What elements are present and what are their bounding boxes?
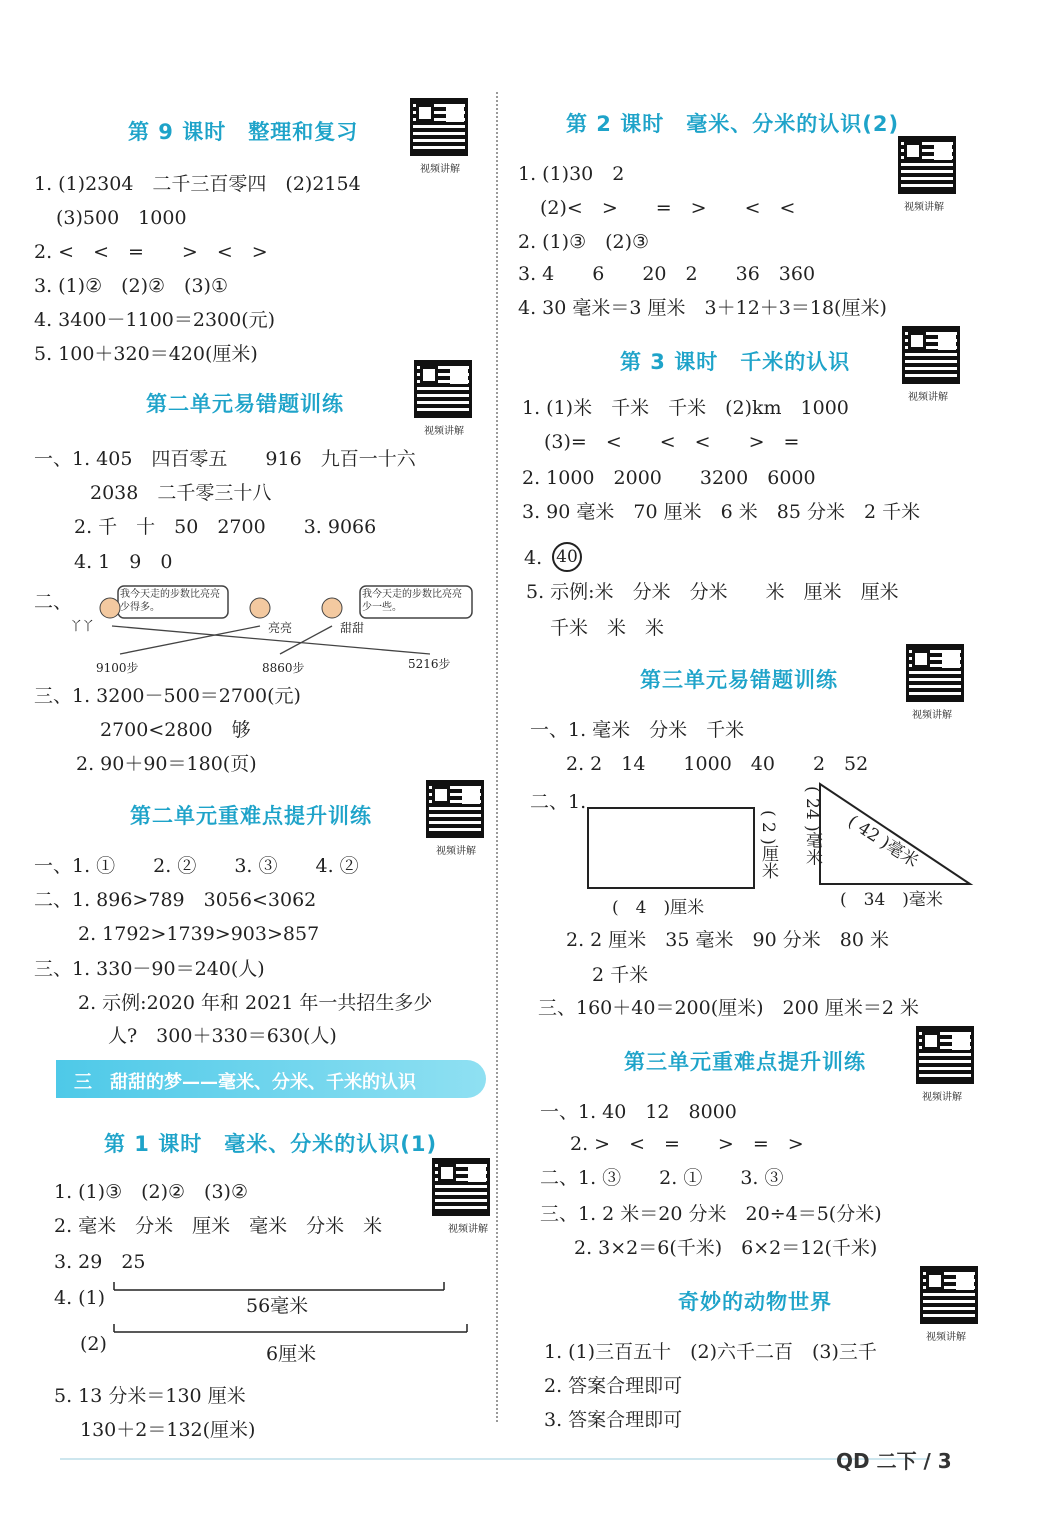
answer-line: 三、1. 330－90＝240(人) [34, 958, 265, 980]
answer-line: 4. 1 9 0 [74, 551, 173, 573]
triangle-side-label: ( 24 )毫米 [802, 786, 822, 866]
answer-line: 2. 答案合理即可 [544, 1375, 683, 1397]
answer-line: 一、1. ① 2. ② 3. ③ 4. ② [34, 855, 359, 877]
answer-line: 2 千米 [592, 964, 649, 986]
footer-rule [60, 1458, 930, 1460]
qr-label: 视频讲解 [922, 1092, 962, 1103]
kid-name: 亮亮 [268, 621, 293, 635]
triangle-base-label: ( 34 )毫米 [840, 890, 943, 910]
answer-line: (2)< > = > < < [540, 197, 796, 219]
answer-line: 1. (1)2304 二千三百零四 (2)2154 [34, 173, 361, 195]
qr-code-icon[interactable] [414, 360, 472, 418]
segment-6cm [112, 1322, 472, 1342]
step-count: 9100步 [96, 661, 139, 675]
answer-line: 2. 1792>1739>903>857 [78, 923, 320, 945]
lesson-9-title: 第 9 课时 整理和复习 [128, 120, 359, 144]
qr-label: 视频讲解 [908, 392, 948, 403]
qr-label: 视频讲解 [436, 846, 476, 857]
rect-height-label: ( 2 )厘米 [758, 810, 778, 879]
answer-line: 二、1. 896>789 3056<3062 [34, 889, 317, 911]
answer-line: 3. 90 毫米 70 厘米 6 米 85 分米 2 千米 [522, 501, 921, 523]
answer-line: 4. (1) [54, 1287, 106, 1309]
answer-line: 2. 毫米 分米 厘米 毫米 分米 米 [54, 1215, 383, 1237]
answer-line: 2038 二千零三十八 [90, 482, 272, 504]
answer-line: 三、160＋40＝200(厘米) 200 厘米＝2 米 [538, 997, 919, 1019]
unit3-key-title: 第三单元重难点提升训练 [624, 1050, 866, 1074]
rect-width-label: ( 4 )厘米 [612, 898, 705, 918]
circled-number: 40 [552, 542, 582, 572]
answer-line: 1. (1)米 千米 千米 (2)km 1000 [522, 397, 849, 419]
answer-line: 二、 [34, 591, 73, 613]
answer-line: 130＋2＝132(厘米) [80, 1419, 256, 1441]
speech-bubble: 我今天走的步数比亮亮少一些。 [362, 589, 462, 613]
qr-label: 视频讲解 [912, 710, 952, 721]
answer-line: 2. 2 厘米 35 毫米 90 分米 80 米 [566, 929, 889, 951]
unit3-error-title: 第三单元易错题训练 [640, 668, 838, 692]
qr-code-icon[interactable] [410, 98, 468, 156]
answer-line: 2. < < = > < > [34, 241, 268, 263]
unit3-banner [56, 1060, 486, 1098]
unit2-key-title: 第二单元重难点提升训练 [130, 804, 372, 828]
answer-line: 3. 答案合理即可 [544, 1409, 683, 1431]
answer-line: 一、1. 毫米 分米 千米 [530, 719, 745, 741]
qr-code-icon[interactable] [906, 644, 964, 702]
qr-code-icon[interactable] [920, 1266, 978, 1324]
answer-line: 2. 千 十 50 2700 3. 9066 [74, 516, 377, 538]
unit3-banner-text: 三 甜甜的梦——毫米、分米、千米的认识 [74, 1072, 416, 1093]
answer-line: 3. (1)② (2)② (3)① [34, 275, 229, 297]
segment-label: 56毫米 [246, 1295, 309, 1317]
answer-line: 5. 13 分米＝130 厘米 [54, 1385, 246, 1407]
circled-answer [552, 542, 582, 572]
answer-line: 2. 示例:2020 年和 2021 年一共招生多少 [78, 992, 433, 1014]
segment-label: 6厘米 [266, 1343, 317, 1365]
column-divider [496, 92, 498, 1422]
answer-line: 千米 米 米 [550, 617, 665, 639]
lesson-3-title: 第 3 课时 千米的认识 [620, 350, 851, 374]
answer-line: 1. (1)三百五十 (2)六千二百 (3)三千 [544, 1341, 877, 1363]
answer-line: 3. 29 25 [54, 1251, 146, 1273]
answer-line: (3)= < < < > = [544, 431, 800, 453]
answer-line: 1. (1)30 2 [518, 163, 625, 185]
answer-line: 2. (1)③ (2)③ [518, 231, 650, 253]
answer-line: 三、1. 3200－500＝2700(元) [34, 685, 301, 707]
answer-line: 1. (1)③ (2)② (3)② [54, 1181, 249, 1203]
qr-label: 视频讲解 [448, 1224, 488, 1235]
answer-line: 2. 90＋90＝180(页) [76, 753, 257, 775]
answer-line: 三、1. 2 米＝20 分米 20÷4＝5(分米) [540, 1203, 882, 1225]
qr-label: 视频讲解 [926, 1332, 966, 1343]
answer-line: 4. 30 毫米＝3 厘米 3＋12＋3＝18(厘米) [518, 297, 887, 319]
triangle-hypotenuse-label: ( 42 )毫米 [844, 811, 922, 872]
answer-line: 2. 1000 2000 3200 6000 [522, 467, 816, 489]
answer-line: 人? 300＋330＝630(人) [108, 1025, 337, 1047]
answer-line: 4. 3400－1100＝2300(元) [34, 309, 276, 331]
step-count: 8860步 [262, 661, 305, 675]
qr-code-icon[interactable] [432, 1158, 490, 1216]
kid-name: 甜甜 [340, 621, 365, 635]
speech-bubble: 我今天走的步数比亮亮少得多。 [120, 589, 220, 613]
answer-line: 4. [524, 547, 543, 569]
answer-line: 2. 2 14 1000 40 2 52 [566, 753, 869, 775]
qr-code-icon[interactable] [916, 1026, 974, 1084]
lesson-1-title: 第 1 课时 毫米、分米的认识(1) [104, 1132, 438, 1156]
answer-line: 一、1. 40 12 8000 [540, 1101, 737, 1123]
qr-label: 视频讲解 [904, 202, 944, 213]
unit2-error-title: 第二单元易错题训练 [146, 392, 344, 416]
lesson-2-title: 第 2 课时 毫米、分米的认识(2) [566, 112, 900, 136]
kid-name: 丫丫 [70, 619, 95, 633]
step-count: 5216步 [408, 657, 451, 671]
answer-line: 2700<2800 够 [100, 719, 251, 741]
answer-line: 一、1. 405 四百零五 916 九百一十六 [34, 448, 416, 470]
qr-code-icon[interactable] [902, 326, 960, 384]
answer-line: 5. 示例:米 分米 分米 米 厘米 厘米 [526, 581, 899, 603]
page-number: QD 二下 / 3 [836, 1449, 952, 1473]
answer-line: 2. > < = > = > [570, 1133, 804, 1155]
answer-line: (2) [80, 1333, 107, 1355]
qr-code-icon[interactable] [426, 780, 484, 838]
animal-world-title: 奇妙的动物世界 [678, 1290, 832, 1314]
qr-label: 视频讲解 [420, 164, 460, 175]
qr-code-icon[interactable] [898, 136, 956, 194]
answer-line: 2. 3×2＝6(千米) 6×2＝12(千米) [574, 1237, 878, 1259]
measurement-figure [580, 780, 980, 900]
qr-label: 视频讲解 [424, 426, 464, 437]
answer-line: (3)500 1000 [56, 207, 187, 229]
answer-line: 5. 100＋320＝420(厘米) [34, 343, 258, 365]
answer-line: 3. 4 6 20 2 36 360 [518, 263, 816, 285]
answer-line: 二、1. [530, 791, 587, 813]
answer-line: 二、1. ③ 2. ① 3. ③ [540, 1167, 784, 1189]
